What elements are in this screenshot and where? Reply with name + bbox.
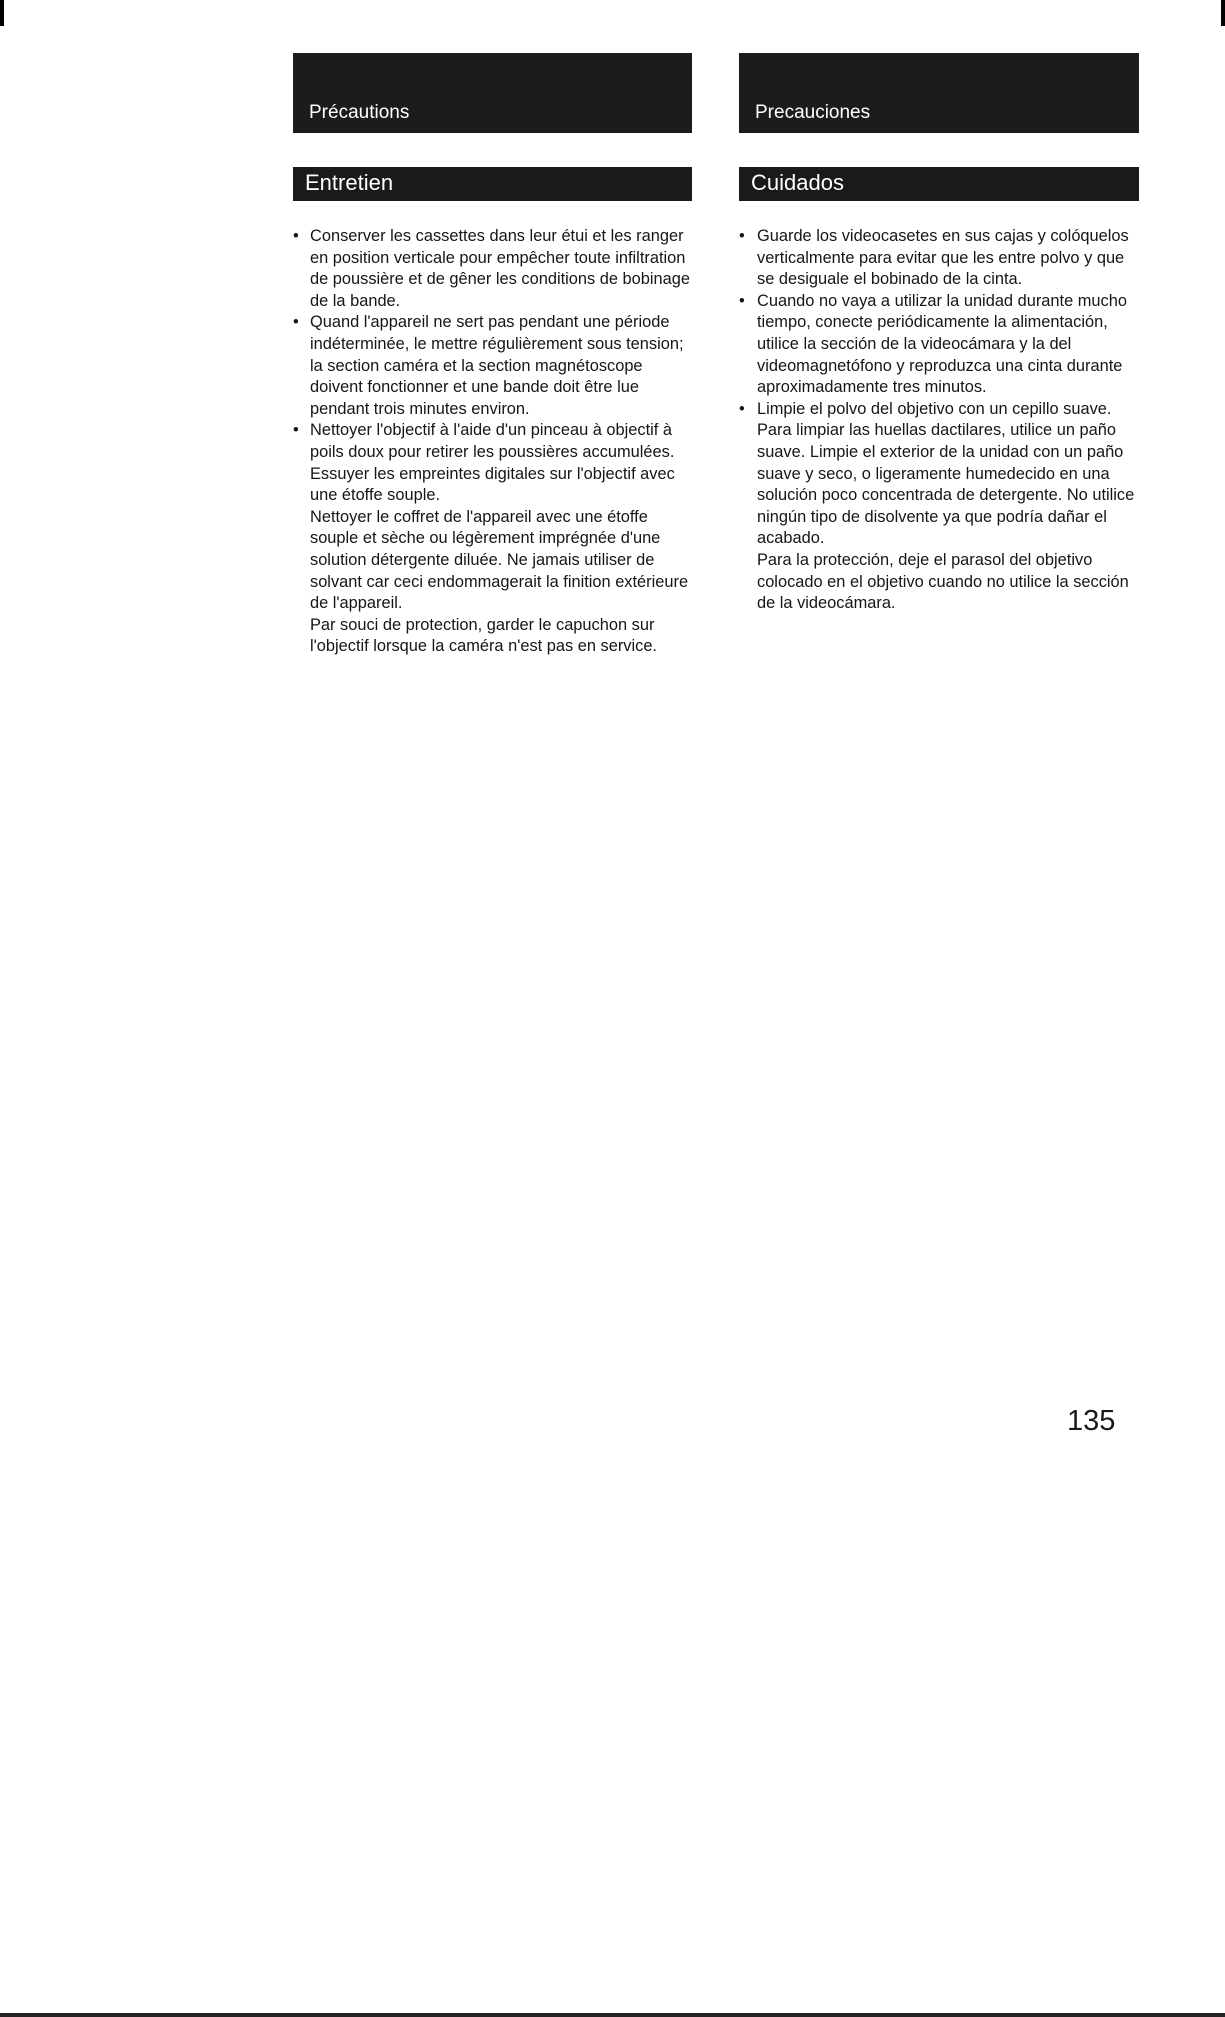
spanish-paragraph: Cuando no vaya a utilizar la unidad durante mucho tiempo, conecte periódicamente la alimentación, utilice la sección de la videocámara y la del videomagnetófono y reproduzca una cinta durante aproximadamente tres minutos. [757,291,1127,397]
spanish-list-item [739,399,1139,615]
french-header-bar [293,53,692,133]
french-paragraph: Par souci de protection, garder le capuchon sur l'objectif lorsque la caméra n'est pas en service. [310,615,657,656]
spanish-paragraph: Guarde los videocasetes en sus cajas y colóquelos verticalmente para evitar que les entre polvo y que se desiguale el bobinado de la cinta. [757,227,1129,289]
french-header-title: Précautions [309,102,410,123]
french-list-item [293,420,692,658]
spanish-section-title: Cuidados [751,170,844,195]
french-list-item [293,312,692,420]
spanish-list-item [739,226,1139,291]
spanish-section-bar [739,167,1139,201]
french-paragraph: Quand l'appareil ne sert pas pendant une période indéterminée, le mettre régulièrement sous tension; la section caméra et la section magnétoscope doivent fonctionner et une bande doit être lue pendant trois minutes environ. [310,313,684,418]
spanish-list-item [739,291,1139,399]
french-paragraph: Nettoyer l'objectif à l'aide d'un pinceau à objectif à poils doux pour retirer les poussières accumulées. Essuyer les empreintes digitales sur l'objectif avec une étoffe souple. [310,421,675,505]
scan-edge-mark [1221,0,1225,26]
bullet-icon: • [739,291,745,310]
spanish-paragraph: Limpie el polvo del objetivo con un cepillo suave. Para limpiar las huellas dactilares, utilice un paño suave. Limpie el exterior de la unidad con un paño suave y seco, o ligeramente humedecido en una solución poco concentrada de detergente. No utilice ningún tipo de disolvente ya que podría dañar el acabado. [757,399,1135,548]
bullet-icon: • [293,313,299,332]
french-paragraph: Nettoyer le coffret de l'appareil avec une étoffe souple et sèche ou légèrement imprégnée d'une solution détergente diluée. Ne jamais utiliser de solvant car ceci endommagerait la finition extérieure de l'appareil. [310,507,689,613]
french-item-list [293,226,692,658]
bullet-icon: • [739,227,745,245]
french-section-bar [293,167,692,201]
bullet-icon: • [739,399,745,418]
page-number: 135 [1067,1405,1116,1437]
french-paragraph: Conserver les cassettes dans leur étui et les ranger en position verticale pour empêcher toute infiltration de poussière et de gêner les conditions de bobinage de la bande. [310,227,690,310]
spanish-paragraph: Para la protección, deje el parasol del objetivo colocado en el objetivo cuando no utilice la sección de la videocámara. [757,550,1129,613]
spanish-column [739,53,1139,615]
french-section-title: Entretien [305,170,394,195]
spanish-item-list [739,226,1139,615]
french-list-item [293,226,692,312]
scan-bottom-edge [0,2013,1225,2017]
french-column [293,53,692,658]
scan-edge-mark [0,0,4,26]
spanish-header-title: Precauciones [755,102,871,123]
bullet-icon: • [293,227,299,245]
bullet-icon: • [293,421,299,440]
spanish-header-bar [739,53,1139,133]
